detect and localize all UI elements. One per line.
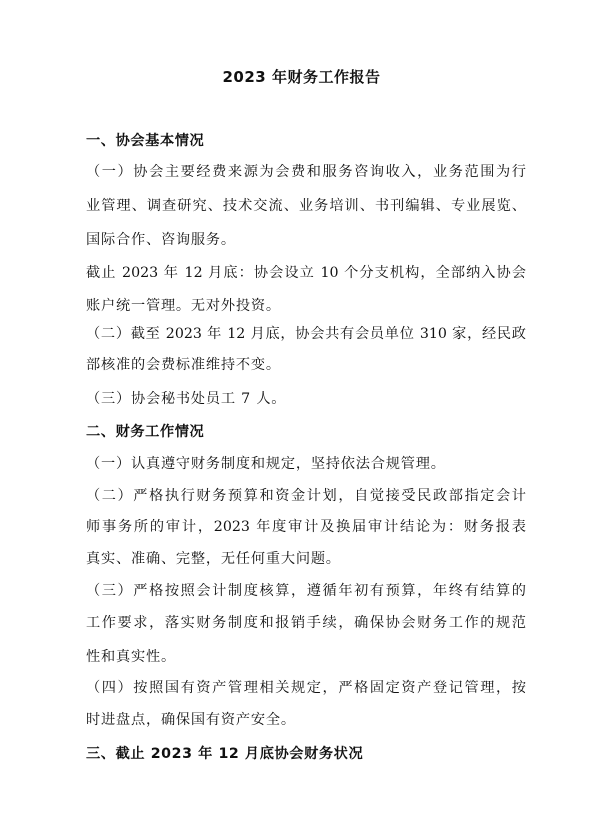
paragraph-line: 部核准的会费标准维持不变。	[86, 357, 281, 373]
paragraph-line: （一）协会主要经费来源为会费和服务咨询收入，业务范围为行	[86, 164, 526, 180]
section-heading-1: 一、协会基本情况	[86, 133, 205, 149]
paragraph-line: （二）严格执行财务预算和资金计划，自觉接受民政部指定会计	[86, 488, 526, 504]
paragraph-line: （三）严格按照会计制度核算，遵循年初有预算，年终有结算的	[86, 583, 526, 599]
paragraph-line: （一）认真遵守财务制度和规定，坚持依法合规管理。	[86, 456, 446, 472]
paragraph-line: 账户统一管理。无对外投资。	[86, 298, 281, 314]
paragraph-line: 截止 2023 年 12 月底：协会设立 10 个分支机构，全部纳入协会	[86, 265, 526, 281]
paragraph-line: 师事务所的审计，2023 年度审计及换届审计结论为：财务报表	[86, 519, 526, 535]
paragraph-line: （二）截至 2023 年 12 月底，协会共有会员单位 310 家，经民政	[86, 326, 526, 342]
paragraph-line: （四）按照国有资产管理相关规定，严格固定资产登记管理，按	[86, 680, 526, 696]
paragraph-line: 时进盘点，确保国有资产安全。	[86, 712, 296, 728]
section-heading-3: 三、截止 2023 年 12 月底协会财务状况	[86, 746, 364, 762]
section-heading-2: 二、财务工作情况	[86, 424, 205, 440]
paragraph-line: 工作要求，落实财务制度和报销手续，确保协会财务工作的规范	[86, 615, 526, 631]
paragraph-line: 真实、准确、完整，无任何重大问题。	[86, 551, 341, 567]
paragraph-line: 性和真实性。	[86, 649, 176, 665]
paragraph-line: 国际合作、咨询服务。	[86, 232, 236, 248]
paragraph-line: （三）协会秘书处员工 7 人。	[86, 391, 287, 407]
paragraph-line: 业管理、调查研究、技术交流、业务培训、书刊编辑、专业展览、	[86, 198, 526, 214]
document-title: 2023 年财务工作报告	[222, 68, 381, 86]
